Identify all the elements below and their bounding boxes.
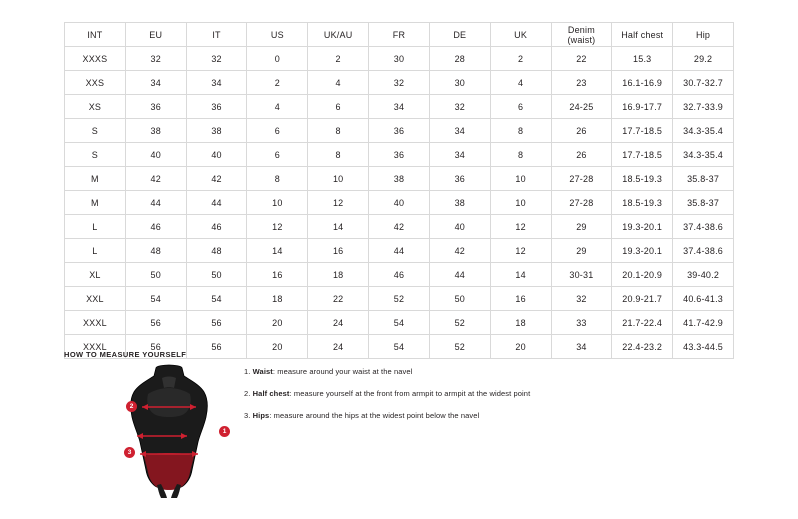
table-cell: 41.7-42.9 xyxy=(673,311,734,335)
table-row xyxy=(65,95,734,119)
table-cell: 6 xyxy=(247,119,308,143)
table-cell: 16.1-16.9 xyxy=(612,71,673,95)
table-cell: 6 xyxy=(247,143,308,167)
table-row xyxy=(65,287,734,311)
table-cell: 32 xyxy=(369,71,430,95)
table-cell: M xyxy=(65,191,126,215)
table-cell: 30 xyxy=(369,47,430,71)
table-cell: 34 xyxy=(186,71,247,95)
table-cell: 29 xyxy=(551,239,612,263)
table-header-cell: EU xyxy=(125,23,186,47)
table-cell: 14 xyxy=(247,239,308,263)
measure-note-term: Hips xyxy=(252,411,270,420)
table-cell: 42 xyxy=(369,215,430,239)
measure-note-number: 3. xyxy=(244,411,251,420)
table-cell: 18 xyxy=(490,311,551,335)
measure-note xyxy=(244,388,724,399)
table-cell: 42 xyxy=(429,239,490,263)
table-cell: 2 xyxy=(490,47,551,71)
badge-hips: 3 xyxy=(124,447,135,458)
table-cell: 2 xyxy=(308,47,369,71)
table-cell: XXXL xyxy=(65,311,126,335)
table-cell: 27-28 xyxy=(551,191,612,215)
table-cell: 18.5-19.3 xyxy=(612,191,673,215)
table-cell: 38 xyxy=(125,119,186,143)
table-cell: 24 xyxy=(308,335,369,359)
table-cell: 12 xyxy=(490,215,551,239)
table-cell: 19.3-20.1 xyxy=(612,215,673,239)
table-cell: 34 xyxy=(125,71,186,95)
table-cell: 17.7-18.5 xyxy=(612,143,673,167)
table-cell: 46 xyxy=(369,263,430,287)
table-cell: 44 xyxy=(125,191,186,215)
table-cell: 48 xyxy=(125,239,186,263)
table-cell: 33 xyxy=(551,311,612,335)
table-cell: 8 xyxy=(490,143,551,167)
table-cell: 46 xyxy=(186,215,247,239)
table-cell: L xyxy=(65,215,126,239)
table-cell: 34 xyxy=(429,143,490,167)
table-cell: 22 xyxy=(551,47,612,71)
table-header-cell: UK/AU xyxy=(308,23,369,47)
table-header-cell: US xyxy=(247,23,308,47)
table-cell: 54 xyxy=(369,311,430,335)
table-cell: 40 xyxy=(429,215,490,239)
measure-note-text: : measure around your waist at the navel xyxy=(272,367,413,376)
table-cell: 6 xyxy=(490,95,551,119)
table-cell: 38 xyxy=(186,119,247,143)
table-cell: 20.9-21.7 xyxy=(612,287,673,311)
table-cell: 44 xyxy=(186,191,247,215)
table-header-cell: Hip xyxy=(673,23,734,47)
table-cell: 40.6-41.3 xyxy=(673,287,734,311)
table-cell: 36 xyxy=(186,95,247,119)
table-cell: XXS xyxy=(65,71,126,95)
table-cell: XS xyxy=(65,95,126,119)
table-cell: 38 xyxy=(429,191,490,215)
table-cell: 32 xyxy=(551,287,612,311)
table-row xyxy=(65,311,734,335)
table-cell: 10 xyxy=(490,191,551,215)
measure-note-text: : measure yourself at the front from armpit to armpit at the widest point xyxy=(289,389,531,398)
mannequin-icon xyxy=(104,364,234,499)
table-cell: 43.3-44.5 xyxy=(673,335,734,359)
badge-waist: 1 xyxy=(219,426,230,437)
table-cell: 15.3 xyxy=(612,47,673,71)
table-cell: 10 xyxy=(247,191,308,215)
table-row xyxy=(65,239,734,263)
table-cell: 40 xyxy=(125,143,186,167)
measure-note-text: : measure around the hips at the widest point below the navel xyxy=(269,411,480,420)
table-cell: 38 xyxy=(369,167,430,191)
table-cell: 16 xyxy=(308,239,369,263)
table-cell: 42 xyxy=(186,167,247,191)
table-cell: 16.9-17.7 xyxy=(612,95,673,119)
table-cell: 18 xyxy=(308,263,369,287)
table-cell: 34.3-35.4 xyxy=(673,143,734,167)
table-cell: 24 xyxy=(308,311,369,335)
how-to-measure-title: HOW TO MEASURE YOURSELF xyxy=(64,350,187,359)
table-cell: 8 xyxy=(247,167,308,191)
table-cell: 8 xyxy=(490,119,551,143)
table-cell: 44 xyxy=(369,239,430,263)
table-cell: 42 xyxy=(125,167,186,191)
table-cell: 50 xyxy=(125,263,186,287)
table-cell: 0 xyxy=(247,47,308,71)
table-cell: XL xyxy=(65,263,126,287)
table-cell: 28 xyxy=(429,47,490,71)
table-cell: 4 xyxy=(490,71,551,95)
table-cell: 34 xyxy=(551,335,612,359)
table-cell: 29.2 xyxy=(673,47,734,71)
table-cell: 36 xyxy=(369,119,430,143)
table-cell: M xyxy=(65,167,126,191)
table-header-cell: Denim (waist) xyxy=(551,23,612,47)
table-header xyxy=(65,23,734,47)
table-cell: 32 xyxy=(186,47,247,71)
table-cell: 14 xyxy=(308,215,369,239)
table-cell: 37.4-38.6 xyxy=(673,239,734,263)
measure-note-number: 2. xyxy=(244,389,251,398)
table-cell: 32 xyxy=(429,95,490,119)
table-cell: 56 xyxy=(186,311,247,335)
table-cell: 19.3-20.1 xyxy=(612,239,673,263)
table-cell: 32 xyxy=(125,47,186,71)
measure-note-number: 1. xyxy=(244,367,251,376)
table-cell: 22.4-23.2 xyxy=(612,335,673,359)
table-cell: 35.8-37 xyxy=(673,191,734,215)
table-cell: 8 xyxy=(308,119,369,143)
table-row xyxy=(65,119,734,143)
table-cell: 2 xyxy=(247,71,308,95)
table-cell: 12 xyxy=(308,191,369,215)
table-cell: 26 xyxy=(551,119,612,143)
table-cell: 16 xyxy=(490,287,551,311)
table-cell: 22 xyxy=(308,287,369,311)
table-cell: 40 xyxy=(369,191,430,215)
table-cell: 30 xyxy=(429,71,490,95)
how-to-measure-block xyxy=(64,364,734,504)
table-cell: 35.8-37 xyxy=(673,167,734,191)
table-cell: 20 xyxy=(247,311,308,335)
table-cell: 18 xyxy=(247,287,308,311)
measure-note-term: Half chest xyxy=(252,389,290,398)
table-cell: 54 xyxy=(369,335,430,359)
measure-notes-list xyxy=(244,366,724,432)
table-header-row xyxy=(65,23,734,47)
size-table-container xyxy=(64,22,734,359)
table-cell: 52 xyxy=(369,287,430,311)
table-cell: 46 xyxy=(125,215,186,239)
table-row xyxy=(65,263,734,287)
table-header-cell: Half chest xyxy=(612,23,673,47)
table-row xyxy=(65,167,734,191)
table-cell: S xyxy=(65,119,126,143)
table-cell: 34 xyxy=(369,95,430,119)
table-cell: 44 xyxy=(429,263,490,287)
table-cell: 26 xyxy=(551,143,612,167)
table-cell: 4 xyxy=(247,95,308,119)
table-cell: 30.7-32.7 xyxy=(673,71,734,95)
table-cell: 20 xyxy=(247,335,308,359)
table-cell: 16 xyxy=(247,263,308,287)
table-cell: 10 xyxy=(490,167,551,191)
table-cell: 24-25 xyxy=(551,95,612,119)
mannequin-figure xyxy=(104,364,234,499)
table-cell: L xyxy=(65,239,126,263)
table-cell: 21.7-22.4 xyxy=(612,311,673,335)
table-header-cell: DE xyxy=(429,23,490,47)
table-cell: XXXL xyxy=(65,335,126,359)
table-cell: 23 xyxy=(551,71,612,95)
table-cell: 56 xyxy=(186,335,247,359)
table-cell: 29 xyxy=(551,215,612,239)
table-cell: 34 xyxy=(429,119,490,143)
table-body xyxy=(65,47,734,359)
table-cell: 20.1-20.9 xyxy=(612,263,673,287)
table-header-cell: INT xyxy=(65,23,126,47)
table-cell: 10 xyxy=(308,167,369,191)
measure-note-term: Waist xyxy=(252,367,273,376)
table-cell: 56 xyxy=(125,311,186,335)
table-cell: 40 xyxy=(186,143,247,167)
table-cell: 18.5-19.3 xyxy=(612,167,673,191)
table-cell: 8 xyxy=(308,143,369,167)
table-cell: 52 xyxy=(429,311,490,335)
table-cell: 4 xyxy=(308,71,369,95)
table-row xyxy=(65,47,734,71)
table-row xyxy=(65,71,734,95)
table-cell: 17.7-18.5 xyxy=(612,119,673,143)
table-cell: 48 xyxy=(186,239,247,263)
table-cell: XXXS xyxy=(65,47,126,71)
table-cell: 27-28 xyxy=(551,167,612,191)
table-cell: S xyxy=(65,143,126,167)
table-row xyxy=(65,215,734,239)
table-cell: 50 xyxy=(186,263,247,287)
table-cell: 36 xyxy=(429,167,490,191)
table-cell: 36 xyxy=(369,143,430,167)
table-row xyxy=(65,191,734,215)
badge-half-chest: 2 xyxy=(126,401,137,412)
table-cell: 20 xyxy=(490,335,551,359)
table-cell: 32.7-33.9 xyxy=(673,95,734,119)
table-cell: 6 xyxy=(308,95,369,119)
measure-note xyxy=(244,410,724,421)
table-cell: 30-31 xyxy=(551,263,612,287)
table-cell: 12 xyxy=(247,215,308,239)
table-cell: 12 xyxy=(490,239,551,263)
table-cell: 50 xyxy=(429,287,490,311)
measure-note xyxy=(244,366,724,377)
table-cell: 54 xyxy=(125,287,186,311)
table-cell: 54 xyxy=(186,287,247,311)
table-header-cell: UK xyxy=(490,23,551,47)
table-cell: 56 xyxy=(125,335,186,359)
table-row xyxy=(65,143,734,167)
table-cell: 14 xyxy=(490,263,551,287)
table-header-cell: IT xyxy=(186,23,247,47)
table-header-cell: FR xyxy=(369,23,430,47)
table-cell: 39-40.2 xyxy=(673,263,734,287)
table-cell: 37.4-38.6 xyxy=(673,215,734,239)
size-conversion-table xyxy=(64,22,734,359)
table-cell: 36 xyxy=(125,95,186,119)
table-cell: 52 xyxy=(429,335,490,359)
table-cell: 34.3-35.4 xyxy=(673,119,734,143)
table-cell: XXL xyxy=(65,287,126,311)
